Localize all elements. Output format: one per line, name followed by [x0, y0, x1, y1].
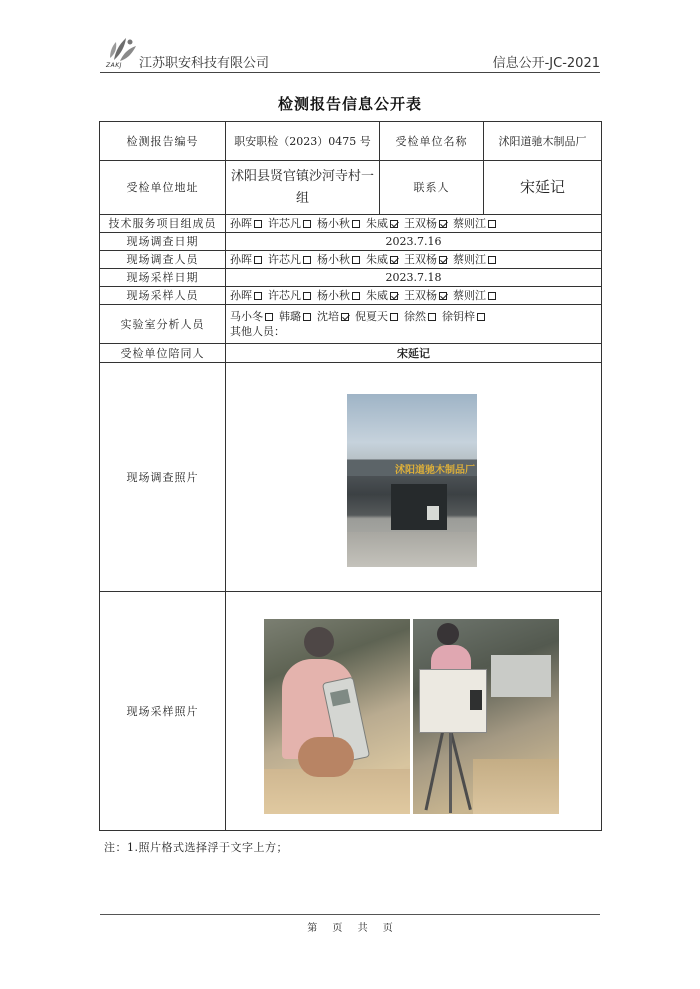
row-address — [100, 161, 602, 215]
team-label: 技术服务项目组成员 — [100, 215, 226, 233]
unchecked-checkbox-icon[interactable] — [488, 220, 496, 228]
member-option — [279, 310, 311, 323]
checked-checkbox-icon[interactable] — [390, 256, 398, 264]
unchecked-checkbox-icon[interactable] — [303, 292, 311, 300]
checked-checkbox-icon[interactable] — [390, 220, 398, 228]
unchecked-checkbox-icon[interactable] — [303, 313, 311, 321]
survey-date-value: 2023.7.16 — [226, 233, 602, 251]
address-value: 沭阳县贤官镇沙河寺村一组 — [226, 161, 380, 215]
sampler-members — [226, 287, 602, 305]
member-name: 蔡则江 — [453, 217, 486, 230]
member-option — [453, 253, 496, 266]
member-name: 倪夏天 — [355, 310, 388, 323]
member-name: 孙晖 — [230, 217, 252, 230]
header-divider — [100, 72, 600, 73]
member-option — [317, 289, 360, 302]
page-number: 第 页 共 页 — [307, 923, 393, 934]
member-option — [317, 217, 360, 230]
row-team — [100, 215, 602, 233]
samplers-label: 现场采样人员 — [100, 287, 226, 305]
accompany-value: 宋延记 — [226, 344, 602, 363]
member-name: 许芯凡 — [268, 217, 301, 230]
member-name: 朱威 — [366, 217, 388, 230]
member-option — [366, 253, 398, 266]
row-report-no — [100, 122, 602, 161]
unchecked-checkbox-icon[interactable] — [477, 313, 485, 321]
unchecked-checkbox-icon[interactable] — [352, 220, 360, 228]
sampling-photo-dust-sampler — [413, 619, 559, 814]
member-name: 徐然 — [404, 310, 426, 323]
member-option — [230, 289, 262, 302]
row-accompany — [100, 344, 602, 363]
factory-sign-text: 沭阳道驰木制品厂 — [395, 465, 475, 476]
unit-name-label: 受检单位名称 — [380, 122, 484, 161]
member-name: 王双杨 — [404, 217, 437, 230]
survey-photo-label: 现场调查照片 — [100, 363, 226, 592]
checked-checkbox-icon[interactable] — [439, 292, 447, 300]
member-name: 许芯凡 — [268, 289, 301, 302]
checked-checkbox-icon[interactable] — [341, 313, 349, 321]
member-option — [230, 217, 262, 230]
member-option — [355, 310, 398, 323]
lab-label: 实验室分析人员 — [100, 305, 226, 344]
unchecked-checkbox-icon[interactable] — [254, 256, 262, 264]
sampling-date-value: 2023.7.18 — [226, 269, 602, 287]
member-name: 杨小秋 — [317, 289, 350, 302]
unchecked-checkbox-icon[interactable] — [352, 292, 360, 300]
row-surveyors — [100, 251, 602, 269]
member-option — [268, 289, 311, 302]
report-no-label: 检测报告编号 — [100, 122, 226, 161]
dust-sampler-on-tripod — [419, 669, 487, 733]
unchecked-checkbox-icon[interactable] — [488, 292, 496, 300]
surveyor-members — [226, 251, 602, 269]
member-option — [230, 310, 273, 323]
member-option — [404, 289, 447, 302]
sampling-photo-sound-meter — [264, 619, 410, 814]
lab-members — [230, 309, 597, 324]
survey-photo-factory-entrance — [347, 394, 477, 567]
sampling-date-label: 现场采样日期 — [100, 269, 226, 287]
member-name: 许芯凡 — [268, 253, 301, 266]
member-option — [268, 217, 311, 230]
unchecked-checkbox-icon[interactable] — [303, 256, 311, 264]
member-option — [404, 310, 436, 323]
member-option — [366, 289, 398, 302]
member-name: 朱威 — [366, 289, 388, 302]
row-lab — [100, 305, 602, 344]
row-survey-date — [100, 233, 602, 251]
unchecked-checkbox-icon[interactable] — [488, 256, 496, 264]
member-option — [404, 217, 447, 230]
member-option — [404, 253, 447, 266]
lab-cell — [226, 305, 602, 344]
unchecked-checkbox-icon[interactable] — [390, 313, 398, 321]
unchecked-checkbox-icon[interactable] — [254, 292, 262, 300]
team-members — [226, 215, 602, 233]
survey-date-label: 现场调查日期 — [100, 233, 226, 251]
member-option — [268, 253, 311, 266]
member-name: 韩璐 — [279, 310, 301, 323]
page-title: 检测报告信息公开表 — [277, 95, 422, 113]
unchecked-checkbox-icon[interactable] — [303, 220, 311, 228]
accompany-label: 受检单位陪同人 — [100, 344, 226, 363]
report-no-value: 职安职检（2023）0475 号 — [226, 122, 380, 161]
member-name: 孙晖 — [230, 253, 252, 266]
unchecked-checkbox-icon[interactable] — [254, 220, 262, 228]
member-name: 马小冬 — [230, 310, 263, 323]
contact-label: 联系人 — [380, 161, 484, 215]
unchecked-checkbox-icon[interactable] — [428, 313, 436, 321]
member-name: 蔡则江 — [453, 289, 486, 302]
member-option — [453, 217, 496, 230]
company-name: 江苏职安科技有限公司 — [139, 56, 270, 71]
member-option — [442, 310, 485, 323]
member-name: 沈培 — [317, 310, 339, 323]
member-name: 徐钥梓 — [442, 310, 475, 323]
member-option — [453, 289, 496, 302]
member-name: 孙晖 — [230, 289, 252, 302]
logo-text: ZAKJ — [106, 62, 122, 69]
unchecked-checkbox-icon[interactable] — [265, 313, 273, 321]
row-samplers — [100, 287, 602, 305]
footer-divider — [100, 914, 600, 915]
contact-value: 宋延记 — [484, 161, 602, 215]
member-name: 杨小秋 — [317, 253, 350, 266]
sampling-photo-label: 现场采样照片 — [100, 592, 226, 831]
member-option — [317, 253, 360, 266]
lab-other-label: 其他人员： — [230, 325, 285, 338]
member-name: 王双杨 — [404, 253, 437, 266]
member-name: 朱威 — [366, 253, 388, 266]
unchecked-checkbox-icon[interactable] — [352, 256, 360, 264]
member-name: 杨小秋 — [317, 217, 350, 230]
address-label: 受检单位地址 — [100, 161, 226, 215]
surveyors-label: 现场调查人员 — [100, 251, 226, 269]
document-code: 信息公开-JC-2021 — [492, 56, 600, 71]
member-name: 蔡则江 — [453, 253, 486, 266]
member-option — [366, 217, 398, 230]
photo-format-note: 注：1.照片格式选择浮于文字上方； — [104, 841, 288, 854]
member-option — [317, 310, 349, 323]
member-option — [230, 253, 262, 266]
checked-checkbox-icon[interactable] — [439, 256, 447, 264]
member-name: 王双杨 — [404, 289, 437, 302]
checked-checkbox-icon[interactable] — [390, 292, 398, 300]
unit-name-value: 沭阳道驰木制品厂 — [484, 122, 602, 161]
checked-checkbox-icon[interactable] — [439, 220, 447, 228]
page-header — [100, 34, 600, 72]
row-sampling-date — [100, 269, 602, 287]
